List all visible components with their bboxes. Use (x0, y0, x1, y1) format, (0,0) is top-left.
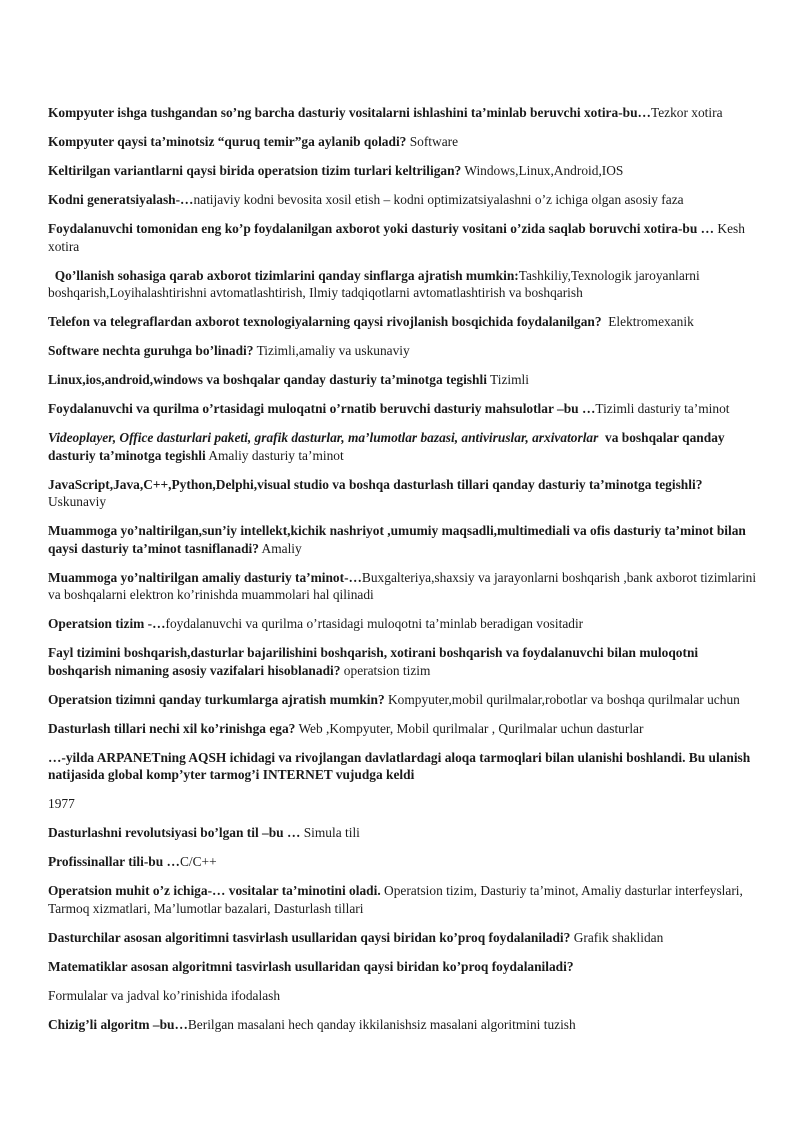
qa-item-20 (48, 795, 760, 813)
qa-item-5 (48, 220, 760, 255)
answer: operatsion tizim (340, 662, 431, 678)
qa-item-2 (48, 133, 760, 151)
answer: Uskunaviy (48, 494, 107, 509)
answer: Tizimli dasturiy ta’minot (595, 401, 730, 416)
qa-item-12 (48, 476, 760, 511)
qa-item-19 (48, 749, 760, 784)
answer: C/C++ (179, 854, 217, 869)
answer: Tezkor xotira (650, 105, 723, 120)
qa-item-7 (48, 313, 760, 331)
question: va boshqalar qanday dasturiy ta’minotga tegishli (48, 430, 728, 463)
qa-item-3 (48, 162, 760, 180)
question-italic: Videoplayer, Office dasturlari paketi, grafik dasturlar, ma’lumotlar bazasi, antiviruslar, arxivatorlar (48, 430, 599, 445)
question: Matematiklar asosan algoritmni tasvirlash usullaridan qaysi biridan ko’proq foydalaniladi? (48, 958, 574, 974)
question: …-yilda ARPANETning AQSH ichidagi va rivojlangan davlatlardagi aloqa tarmoqlari bilan ulanishi boshlandi. Bu ulanish natijasida global komp’yter tarmog’i INTERNET vujudga keldi (48, 749, 751, 782)
question: Qo’llanish sohasiga qarab axborot tizimlarini qanday sinflarga ajratish mumkin: (48, 267, 519, 283)
qa-item-22 (48, 853, 760, 871)
qa-item-23 (48, 882, 760, 917)
answer: Elektromexanik (601, 314, 694, 329)
qa-item-4 (48, 191, 760, 209)
question: Chizig’li algoritm –bu… (48, 1016, 188, 1032)
qa-item-10 (48, 400, 760, 418)
answer: Windows,Linux,Android,IOS (461, 163, 624, 178)
answer: Amaliy dasturiy ta’minot (205, 447, 344, 463)
question: Dasturlashni revolutsiyasi bo’lgan til –bu … (48, 825, 301, 840)
qa-item-17 (48, 691, 760, 709)
answer: 1977 (48, 796, 75, 811)
question: Kodni generatsiyalash-… (48, 192, 194, 207)
answer: foydalanuvchi va qurilma o’rtasidagi muloqotni ta’minlab beradigan vositadir (165, 616, 584, 631)
question: Muammoga yo’naltirilgan amaliy dasturiy ta’minot-… (48, 569, 362, 585)
question: JavaScript,Java,C++,Python,Delphi,visual studio va boshqa dasturlash tillari qanday dasturiy ta’minotga tegishli? (48, 476, 703, 492)
answer: Buxgalteriya,shaxsiy va jarayonlarni boshqarish ,bank axborot tizimlarini va boshqalarni elektron ko’rinishda muammolari hal qilinadi (48, 569, 757, 602)
qa-item-24 (48, 929, 760, 947)
answer: Web ,Kompyuter, Mobil qurilmalar , Qurilmalar uchun dasturlar (295, 720, 644, 736)
question: Foydalanuvchi va qurilma o’rtasidagi muloqatni o’rnatib beruvchi dasturiy mahsulotlar –bu … (48, 401, 596, 416)
question: Fayl tizimini boshqarish,dasturlar bajarilishini boshqarish, xotirani boshqarish va foydalanuvchi bilan muloqotni boshqarish nimaning asosiy vazifalari hisoblanadi? (48, 645, 699, 678)
qa-item-25 (48, 958, 760, 976)
question: Telefon va telegraflardan axborot texnologiyalarning qaysi rivojlanish bosqichida foydalanilgan? (48, 314, 602, 329)
answer: Operatsion tizim, Dasturiy ta’minot, Amaliy dasturlar interfeyslari, Tarmoq xizmatlari, Ma’lumotlar bazalari, Dasturlash tillari (48, 883, 743, 916)
qa-item-1 (48, 104, 760, 122)
question: Keltirilgan variantlarni qaysi birida operatsion tizim turlari keltriligan? (48, 163, 462, 178)
qa-item-11 (48, 429, 760, 464)
answer: natijaviy kodni bevosita xosil etish – kodni optimizatsiyalashni o’z ichiga olgan asosiy faza (193, 192, 684, 207)
question: Muammoga yo’naltirilgan,sun’iy intellekt,kichik nashriyot ,umumiy maqsadli,multimediali va ofis dasturiy ta’minot bilan qaysi dasturiy ta’minot tasniflanadi? (48, 523, 746, 556)
question: Kompyuter ishga tushgandan so’ng barcha dasturiy vositalarni ishlashini ta’minlab beruvchi xotira-bu… (48, 105, 651, 120)
question: Linux,ios,android,windows va boshqalar qanday dasturiy ta’minotga tegishli (48, 372, 487, 387)
answer: Tizimli (486, 372, 529, 387)
answer: Kompyuter,mobil qurilmalar,robotlar va boshqa qurilmalar uchun (384, 691, 740, 707)
question: Operatsion muhit o’z ichiga-… vositalar ta’minotini oladi. (48, 883, 381, 898)
qa-item-27 (48, 1016, 760, 1034)
answer: Grafik shaklidan (570, 929, 664, 945)
answer: Formulalar va jadval ko’rinishida ifodalash (48, 987, 281, 1003)
qa-item-14 (48, 569, 760, 604)
answer: Berilgan masalani hech qanday ikkilanishsiz masalani algoritmini tuzish (187, 1016, 576, 1032)
qa-item-9 (48, 371, 760, 389)
qa-item-13 (48, 522, 760, 557)
question: Dasturlash tillari nechi xil ko’rinishga ega? (48, 720, 296, 736)
qa-item-8 (48, 342, 760, 360)
qa-item-15 (48, 615, 760, 633)
answer: Software (406, 134, 459, 149)
answer: Kesh xotira (48, 221, 745, 254)
question: Foydalanuvchi tomonidan eng ko’p foydalanilgan axborot yoki dasturiy vositani o’zida saqlab boruvchi xotira-bu … (48, 221, 715, 236)
question: Kompyuter qaysi ta’minotsiz “quruq temir”ga aylanib qoladi? (48, 134, 407, 149)
qa-item-26 (48, 987, 760, 1005)
answer: Amaliy (258, 540, 302, 556)
qa-item-6 (48, 267, 760, 302)
qa-item-18 (48, 720, 760, 738)
question: Software nechta guruhga bo’linadi? (48, 343, 254, 358)
question: Profissinallar tili-bu … (48, 854, 180, 869)
question: Dasturchilar asosan algoritimni tasvirlash usullaridan qaysi biridan ko’proq foydalaniladi? (48, 929, 571, 945)
answer: Tizimli,amaliy va uskunaviy (253, 343, 410, 358)
question: Operatsion tizimni qanday turkumlarga ajratish mumkin? (48, 691, 385, 707)
qa-item-16 (48, 644, 760, 679)
question: Operatsion tizim -… (48, 616, 166, 631)
answer: Tashkiliy,Texnologik jaroyanlarni boshqarish,Loyihalashtirishni avtomatlashtirish, Ilmiy tadqiqotlarni avtomatlashtirish va boshqarish (48, 267, 700, 300)
qa-item-21 (48, 824, 760, 842)
answer: Simula tili (300, 825, 360, 840)
